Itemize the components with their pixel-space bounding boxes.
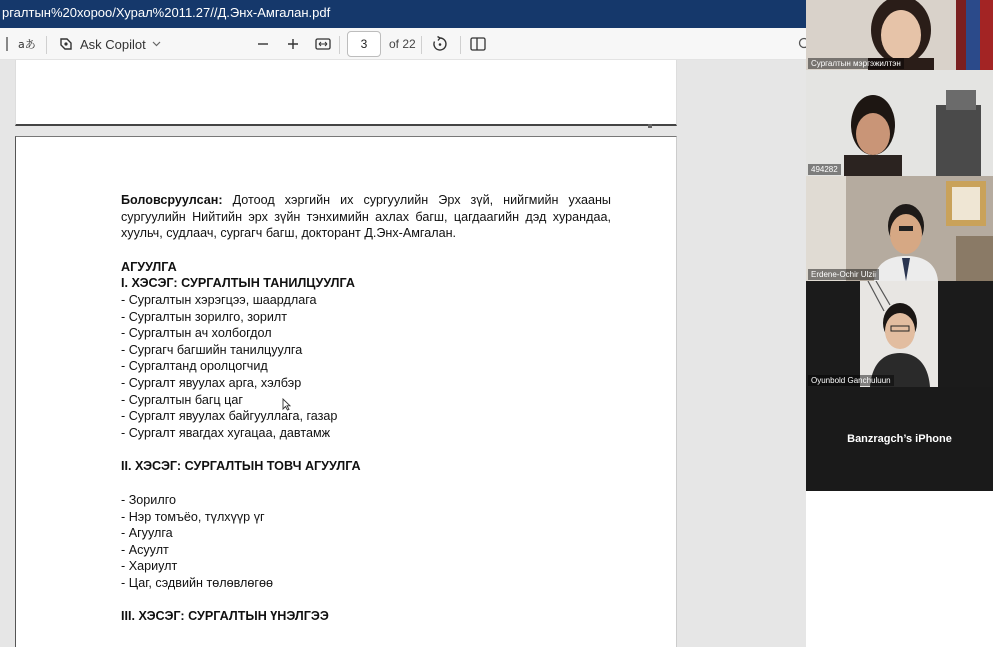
section2-heading: II. ХЭСЭГ: СУРГАЛТЫН ТОВЧ АГУУЛГА [121, 459, 361, 474]
previous-page [15, 60, 677, 126]
participant-tile[interactable] [806, 176, 993, 281]
page-content [121, 192, 611, 625]
participant-name: Banzragch’s iPhone [847, 433, 952, 445]
toolbar-separator [460, 36, 461, 54]
toolbar-separator [339, 36, 340, 54]
participant-video [806, 281, 993, 387]
participant-name: Сургалтын мэргэжилтэн [808, 58, 904, 69]
spacer [121, 242, 611, 259]
rotate-icon[interactable] [432, 28, 448, 60]
section1-item: - Сургалт явуулах арга, хэлбэр [121, 375, 302, 390]
spacer [121, 475, 611, 492]
section1-item: - Сургагч багшийн танилцуулга [121, 342, 303, 357]
section2-item: - Нэр томъёо, түлхүүр үг [121, 509, 265, 524]
ask-copilot-button[interactable] [58, 28, 161, 60]
section3-heading: III. ХЭСЭГ: СУРГАЛТЫН ҮНЭЛГЭЭ [121, 609, 329, 624]
toolbar-separator [46, 36, 47, 54]
page-view-icon[interactable] [470, 28, 486, 60]
chevron-down-icon [152, 41, 161, 47]
section1-item: - Сургалтанд оролцогчид [121, 359, 268, 374]
section1-item: - Сургалтын зорилго, зорилт [121, 309, 288, 324]
copilot-icon [58, 36, 74, 52]
author-text: Дотоод хэргийн их сургуулийн Эрх зүй, нийгмийн ухааны сургуулийн Нийтийн эрх зүйн тэнхимийн ахлах багш, цагдаагийн дэд хурандаа, хуульч, судлаач, сургагч багш, докторант Д.Энх-Амгалан. [121, 193, 611, 241]
section1-heading: I. ХЭСЭГ: СУРГАЛТЫН ТАНИЛЦУУЛГА [121, 276, 355, 291]
spacer [121, 591, 611, 608]
participant-name: 494282 [808, 164, 841, 175]
section2-item: - Хариулт [121, 559, 178, 574]
author-label: Боловсруулсан: [121, 193, 223, 207]
section1-item: - Сургалт явуулах байгууллага, газар [121, 409, 338, 424]
section1-item: - Сургалтын ач холбогдол [121, 326, 272, 341]
participant-video [806, 176, 993, 281]
participant-video [806, 70, 993, 176]
participant-tile[interactable] [806, 387, 993, 491]
section1-item: - Сургалт явагдах хугацаа, давтамж [121, 425, 331, 440]
pdf-document-viewer[interactable] [0, 60, 806, 647]
section1-item: - Сургалтын багц цаг [121, 392, 243, 407]
window-title: ргалтын%20хороо/Хурал%2011.27//Д.Энх-Амгалан.pdf [2, 5, 331, 20]
participant-name: Oyunbold Ganchuluun [808, 375, 894, 386]
participant-name: Erdene-Ochir Ulzii [808, 269, 879, 280]
section2-item: - Цаг, сэдвийн төлөвлөгөө [121, 575, 273, 590]
section2-item: - Асуулт [121, 542, 169, 557]
zoom-out-button[interactable] [257, 28, 269, 60]
current-page [15, 136, 677, 647]
toolbar-separator [421, 36, 422, 54]
copilot-label: Ask Copilot [80, 36, 146, 52]
mouse-cursor-icon [282, 398, 291, 411]
author-paragraph [121, 192, 611, 242]
contents-heading: АГУУЛГА [121, 259, 177, 274]
page-number-input[interactable]: 3 [347, 31, 381, 57]
zoom-in-button[interactable] [287, 28, 299, 60]
video-call-panel [806, 0, 993, 647]
toolbar-left-edge [6, 28, 14, 60]
fit-to-width-icon[interactable] [315, 28, 331, 60]
participant-tile[interactable] [806, 281, 993, 387]
section2-item: - Зорилго [121, 492, 177, 507]
section2-item: - Агуулга [121, 526, 173, 541]
read-aloud-icon[interactable] [18, 28, 36, 60]
page-total: of 22 [389, 37, 416, 51]
spacer [121, 441, 611, 458]
participant-tile[interactable] [806, 70, 993, 176]
participant-tile[interactable] [806, 0, 993, 70]
section1-item: - Сургалтын хэрэгцээ, шаардлага [121, 292, 317, 307]
svg-text:aあ: aあ [18, 38, 36, 51]
